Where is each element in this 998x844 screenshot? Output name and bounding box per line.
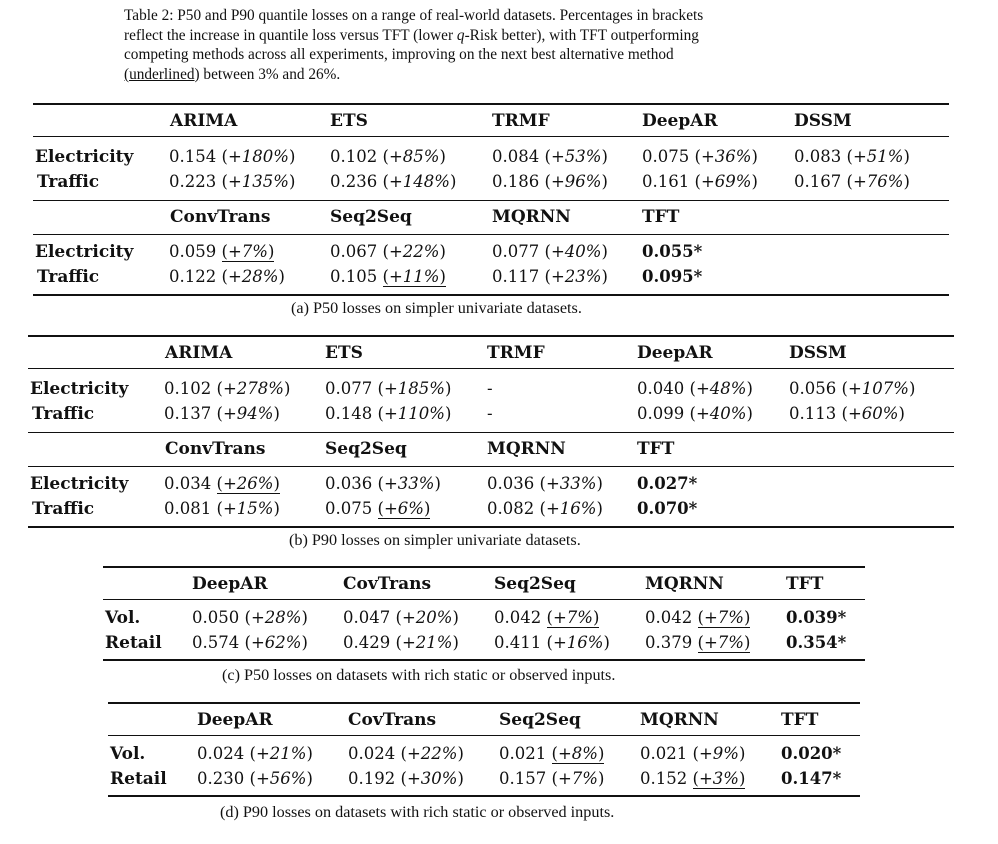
row-label: Traffic bbox=[37, 267, 100, 287]
table-cell: 0.077 (+185%) bbox=[325, 379, 452, 398]
col-header: TFT bbox=[637, 439, 675, 459]
subcaption-c: (c) P50 losses on datasets with rich static or observed inputs. bbox=[222, 666, 616, 684]
table-cell: 0.411 (+16%) bbox=[494, 633, 610, 652]
table-cell: 0.157 (+7%) bbox=[499, 769, 605, 788]
table-cell: 0.137 (+94%) bbox=[164, 404, 280, 423]
col-header: MQRNN bbox=[487, 439, 566, 459]
table-cell: 0.081 (+15%) bbox=[164, 499, 280, 518]
table-cell: 0.077 (+40%) bbox=[492, 242, 608, 261]
col-header: Seq2Seq bbox=[325, 439, 407, 459]
table-cell: 0.024 (+22%) bbox=[348, 744, 464, 763]
col-header: CovTrans bbox=[343, 574, 432, 594]
col-header: ConvTrans bbox=[170, 207, 271, 227]
table-cell: - bbox=[487, 404, 493, 423]
col-header: Seq2Seq bbox=[494, 574, 576, 594]
table-cell: 0.047 (+20%) bbox=[343, 608, 459, 627]
table-cell-best-alt: 0.379 (+7%) bbox=[645, 633, 751, 652]
table-cell: 0.236 (+148%) bbox=[330, 172, 457, 191]
table-caption bbox=[124, 6, 836, 84]
col-header: TFT bbox=[642, 207, 680, 227]
col-header: ETS bbox=[330, 111, 368, 131]
table-cell: 0.036 (+33%) bbox=[487, 474, 603, 493]
table-cell-tft: 0.095* bbox=[642, 267, 703, 286]
row-label: Traffic bbox=[32, 499, 95, 519]
col-header: TRMF bbox=[487, 343, 545, 363]
col-header: DeepAR bbox=[197, 710, 273, 730]
col-header: Seq2Seq bbox=[330, 207, 412, 227]
table-cell: 0.161 (+69%) bbox=[642, 172, 758, 191]
table-cell: 0.113 (+60%) bbox=[789, 404, 905, 423]
table-cell: 0.122 (+28%) bbox=[169, 267, 285, 286]
col-header: Seq2Seq bbox=[499, 710, 581, 730]
row-label: Traffic bbox=[32, 404, 95, 424]
col-header: ARIMA bbox=[170, 111, 238, 131]
table-cell-best-alt: 0.105 (+11%) bbox=[330, 267, 446, 286]
caption-line-2: reflect the increase in quantile loss versus TFT (lower q-Risk better), with TFT outperforming bbox=[124, 26, 699, 44]
col-header: ETS bbox=[325, 343, 363, 363]
table-cell: 0.117 (+23%) bbox=[492, 267, 608, 286]
row-label: Retail bbox=[105, 633, 162, 653]
table-b-p90-univariate bbox=[28, 332, 954, 554]
col-header: DSSM bbox=[794, 111, 852, 131]
col-header: MQRNN bbox=[492, 207, 571, 227]
col-header: ARIMA bbox=[165, 343, 233, 363]
table-cell: 0.056 (+107%) bbox=[789, 379, 916, 398]
subcaption-b: (b) P90 losses on simpler univariate datasets. bbox=[289, 531, 581, 549]
table-cell: 0.192 (+30%) bbox=[348, 769, 464, 788]
table-cell-best-alt: 0.075 (+6%) bbox=[325, 499, 431, 518]
row-label: Electricity bbox=[35, 147, 134, 167]
table-cell: 0.021 (+9%) bbox=[640, 744, 746, 763]
table-cell-tft: 0.020* bbox=[781, 744, 842, 763]
col-header: DeepAR bbox=[192, 574, 268, 594]
col-header: TFT bbox=[786, 574, 824, 594]
table-cell-tft: 0.027* bbox=[637, 474, 698, 493]
table-cell: 0.230 (+56%) bbox=[197, 769, 313, 788]
col-header: MQRNN bbox=[645, 574, 724, 594]
table-cell: - bbox=[487, 379, 493, 398]
table-cell: 0.148 (+110%) bbox=[325, 404, 452, 423]
table-cell-tft: 0.070* bbox=[637, 499, 698, 518]
row-label: Retail bbox=[110, 769, 167, 789]
table-cell: 0.067 (+22%) bbox=[330, 242, 446, 261]
caption-line-3: competing methods across all experiments, improving on the next best alternative method bbox=[124, 46, 674, 63]
table-cell-tft: 0.055* bbox=[642, 242, 703, 261]
col-header: TFT bbox=[781, 710, 819, 730]
table-cell-best-alt: 0.021 (+8%) bbox=[499, 744, 605, 763]
caption-line-1: Table 2: P50 and P90 quantile losses on a range of real-world datasets. Percentages in brackets bbox=[124, 7, 704, 24]
table-cell-tft: 0.354* bbox=[786, 633, 847, 652]
table-cell: 0.167 (+76%) bbox=[794, 172, 910, 191]
table-cell-tft: 0.039* bbox=[786, 608, 847, 627]
table-cell: 0.040 (+48%) bbox=[637, 379, 753, 398]
col-header: ConvTrans bbox=[165, 439, 266, 459]
table-cell-best-alt: 0.059 (+7%) bbox=[169, 242, 275, 261]
table-cell: 0.082 (+16%) bbox=[487, 499, 603, 518]
table-cell: 0.154 (+180%) bbox=[169, 147, 296, 166]
table-cell: 0.223 (+135%) bbox=[169, 172, 296, 191]
col-header: CovTrans bbox=[348, 710, 437, 730]
row-label: Electricity bbox=[35, 242, 134, 262]
col-header: MQRNN bbox=[640, 710, 719, 730]
table-cell: 0.084 (+53%) bbox=[492, 147, 608, 166]
table-cell: 0.075 (+36%) bbox=[642, 147, 758, 166]
table-cell-tft: 0.147* bbox=[781, 769, 842, 788]
row-label: Electricity bbox=[30, 379, 129, 399]
table-cell: 0.102 (+278%) bbox=[164, 379, 291, 398]
table-cell: 0.036 (+33%) bbox=[325, 474, 441, 493]
subcaption-a: (a) P50 losses on simpler univariate datasets. bbox=[291, 299, 582, 317]
table-cell-best-alt: 0.034 (+26%) bbox=[164, 474, 280, 493]
subcaption-d: (d) P90 losses on datasets with rich static or observed inputs. bbox=[220, 803, 615, 821]
table-cell: 0.083 (+51%) bbox=[794, 147, 910, 166]
table-cell-best-alt: 0.042 (+7%) bbox=[494, 608, 600, 627]
table-c-p50-rich-inputs bbox=[103, 563, 865, 673]
col-header: TRMF bbox=[492, 111, 550, 131]
col-header: DeepAR bbox=[637, 343, 713, 363]
table-cell-best-alt: 0.042 (+7%) bbox=[645, 608, 751, 627]
col-header: DSSM bbox=[789, 343, 847, 363]
table-a-p50-univariate bbox=[33, 100, 949, 322]
row-label: Vol. bbox=[110, 744, 146, 764]
row-label: Electricity bbox=[30, 474, 129, 494]
col-header: DeepAR bbox=[642, 111, 718, 131]
table-cell: 0.024 (+21%) bbox=[197, 744, 313, 763]
table-cell: 0.099 (+40%) bbox=[637, 404, 753, 423]
table-cell: 0.102 (+85%) bbox=[330, 147, 446, 166]
table-cell: 0.574 (+62%) bbox=[192, 633, 308, 652]
row-label: Traffic bbox=[37, 172, 100, 192]
table-d-p90-rich-inputs bbox=[108, 699, 860, 809]
table-cell: 0.429 (+21%) bbox=[343, 633, 459, 652]
table-cell: 0.050 (+28%) bbox=[192, 608, 308, 627]
table-cell-best-alt: 0.152 (+3%) bbox=[640, 769, 746, 788]
row-label: Vol. bbox=[105, 608, 141, 628]
table-cell: 0.186 (+96%) bbox=[492, 172, 608, 191]
caption-line-4: (underlined) between 3% and 26%. bbox=[124, 65, 341, 83]
